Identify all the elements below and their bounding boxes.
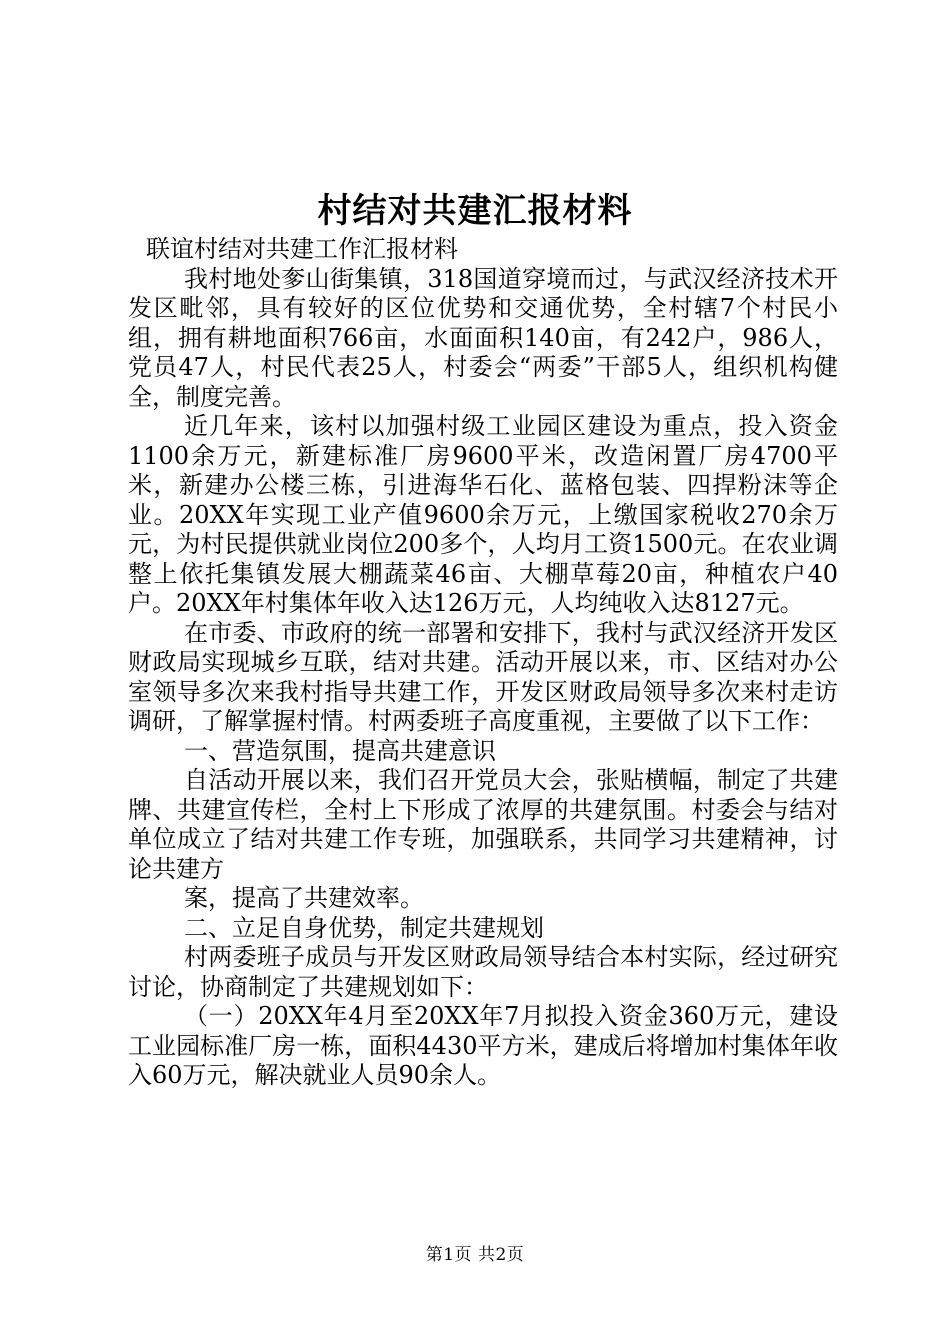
paragraph-location: 我村地处奓山街集镇，318国道穿境而过，与武汉经济技术开发区毗邻，具有较好的区位优势和交通优势，全村辖7个村民小组，拥有耕地面积766亩，水面面积140亩，有242户，986人，党员47人，村民代表25人，村委会“两委”干部5人，组织机构健全，制度完善。 [128, 264, 838, 411]
paragraph-partnership: 在市委、市政府的统一部署和安排下，我村与武汉经济开发区财政局实现城乡互联，结对共建。活动开展以来，市、区结对办公室领导多次来我村指导共建工作，开发区财政局领导多次来村走访调研，了解掌握村情。村两委班子高度重视，主要做了以下工作： [128, 618, 838, 735]
paragraph-atmosphere: 自活动开展以来，我们召开党员大会，张贴横幅，制定了共建牌、共建宣传栏，全村上下形成了浓厚的共建氛围。村委会与结对单位成立了结对共建工作专班，加强联系，共同学习共建精神，讨论共建方 [128, 766, 838, 883]
document-subtitle: 联谊村结对共建工作汇报材料 [146, 235, 458, 263]
document-title: 村结对共建汇报材料 [317, 191, 633, 231]
paragraph-plan-item-1: （一）20XX年4月至20XX年7月拟投入资金360万元，建设工业园标准厂房一栋，面积4430平方米，建成后将增加村集体年收入60万元，解决就业人员90余人。 [128, 1002, 838, 1089]
document-body [128, 235, 838, 1091]
paragraph-planning: 村两委班子成员与开发区财政局领导结合本村实际，经过研究讨论，协商制定了共建规划如下： [128, 943, 838, 1001]
section-heading-2: 二、立足自身优势，制定共建规划 [184, 913, 544, 942]
page-footer: 第1页 共2页 [425, 1245, 525, 1265]
paragraph-development: 近几年来，该村以加强村级工业园区建设为重点，投入资金1100余万元，新建标准厂房9600平米，改造闲置厂房4700平米，新建办公楼三栋，引进海华石化、蓝格包装、四捍粉沫等企业。20XX年实现工业产值9600余万元，上缴国家税收270余万元，为村民提供就业岗位200多个，人均月工资1500元。在农业调整上依托集镇发展大棚蔬菜46亩、大棚草莓20亩，种植农户40户。20XX年村集体年收入达126万元，人均纯收入达8127元。 [128, 412, 838, 617]
paragraph-atmosphere-continued: 案，提高了共建效率。 [184, 884, 424, 912]
section-heading-1: 一、营造氛围，提高共建意识 [184, 736, 496, 765]
